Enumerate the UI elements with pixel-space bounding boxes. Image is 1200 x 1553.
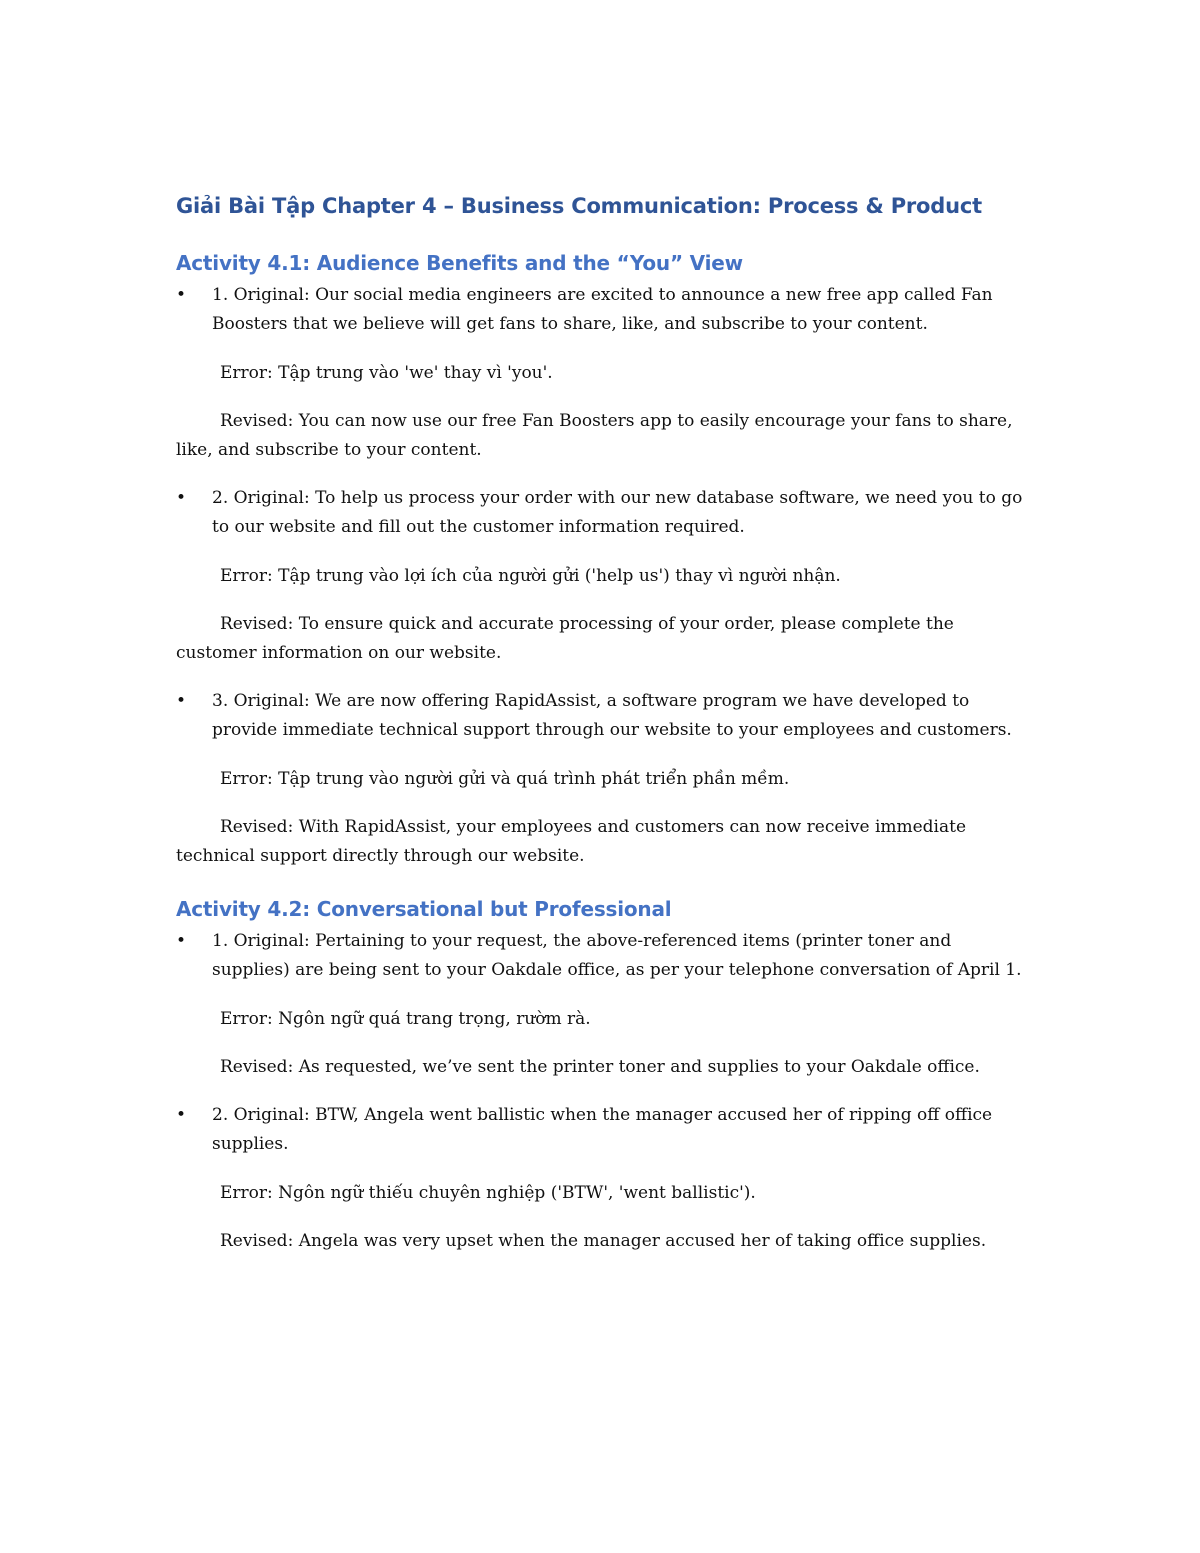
error-text: Error: Tập trung vào 'we' thay vì 'you'. — [220, 363, 553, 383]
error-text: Error: Tập trung vào lợi ích của người gửi ('help us') thay vì người nhận. — [220, 566, 841, 586]
section-heading-activity-4-2: Activity 4.2: Conversational but Professional — [176, 897, 672, 921]
document-title: Giải Bài Tập Chapter 4 – Business Communication: Process & Product — [176, 194, 982, 218]
error-text: Error: Ngôn ngữ thiếu chuyên nghiệp ('BTW', 'went ballistic'). — [220, 1183, 756, 1203]
original-text: 2. Original: BTW, Angela went ballistic when the manager accused her of ripping off office supplies. — [212, 1105, 993, 1154]
bullet-icon: • — [176, 285, 187, 305]
revised-text: Revised: To ensure quick and accurate processing of your order, please complete the customer information on our website. — [176, 614, 954, 663]
list-item — [176, 1101, 1026, 1159]
list-item — [176, 484, 1026, 542]
original-text: 1. Original: Our social media engineers are excited to announce a new free app called Fan Boosters that we believe will get fans to share, like, and subscribe to your content. — [212, 285, 993, 334]
list-item — [176, 927, 1026, 985]
bullet-icon: • — [176, 931, 187, 951]
bullet-icon: • — [176, 1105, 187, 1125]
bullet-icon: • — [176, 488, 187, 508]
bullet-icon: • — [176, 691, 187, 711]
section-heading-activity-4-1: Activity 4.1: Audience Benefits and the “You” View — [176, 251, 743, 275]
revised-text: Revised: With RapidAssist, your employees and customers can now receive immediate technical support directly through our website. — [176, 817, 967, 866]
original-text: 3. Original: We are now offering RapidAssist, a software program we have developed to provide immediate technical support through our website to your employees and customers. — [212, 691, 1012, 740]
revised-text: Revised: As requested, we’ve sent the printer toner and supplies to your Oakdale office. — [220, 1057, 980, 1077]
error-text: Error: Tập trung vào người gửi và quá trình phát triển phần mềm. — [220, 769, 790, 789]
original-text: 1. Original: Pertaining to your request, the above-referenced items (printer toner and supplies) are being sent to your Oakdale office, as per your telephone conversation of April 1. — [212, 931, 1022, 980]
list-item — [176, 687, 1026, 745]
document-body — [176, 190, 1026, 1275]
list-item — [176, 281, 1026, 339]
error-text: Error: Ngôn ngữ quá trang trọng, rườm rà. — [220, 1009, 591, 1029]
original-text: 2. Original: To help us process your order with our new database software, we need you to go to our website and fill out the customer information required. — [212, 488, 1023, 537]
revised-text: Revised: Angela was very upset when the manager accused her of taking office supplies. — [220, 1231, 987, 1251]
revised-text: Revised: You can now use our free Fan Boosters app to easily encourage your fans to share, like, and subscribe to your content. — [176, 411, 1013, 460]
